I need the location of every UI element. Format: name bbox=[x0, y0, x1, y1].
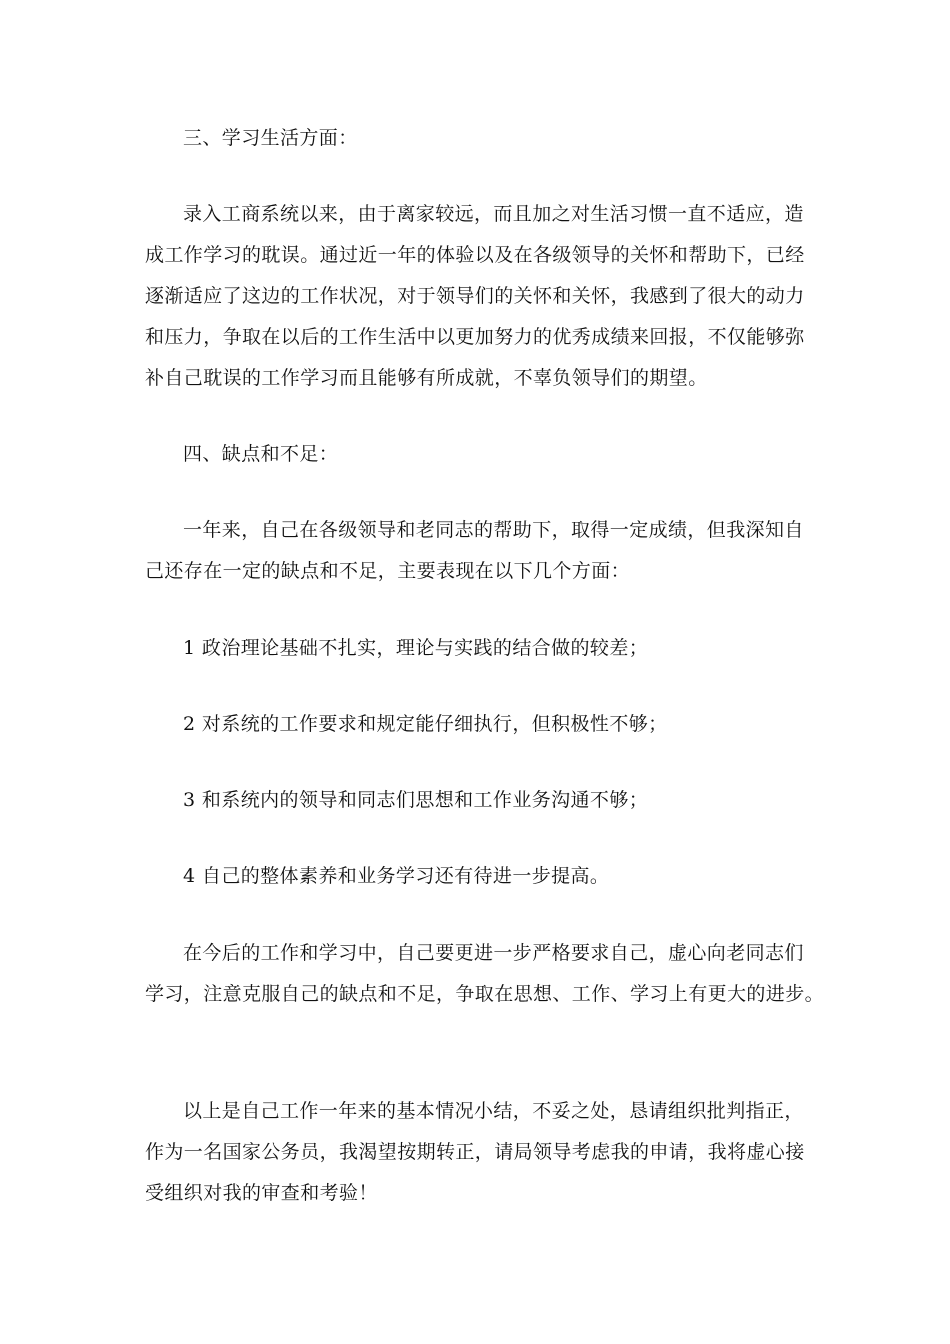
section-heading-study-life: 三、学习生活方面： bbox=[183, 127, 358, 149]
list-item: 1 政治理论基础不扎实，理论与实践的结合做的较差； bbox=[183, 637, 649, 659]
paragraph-line: 以上是自己工作一年来的基本情况小结，不妥之处，恳请组织批判指正， bbox=[183, 1100, 804, 1122]
paragraph-line: 补自己耽误的工作学习而且能够有所成就，不辜负领导们的期望。 bbox=[145, 367, 708, 389]
paragraph-line: 在今后的工作和学习中，自己要更进一步严格要求自己，虚心向老同志们 bbox=[183, 942, 804, 964]
section-heading-shortcomings: 四、缺点和不足： bbox=[183, 443, 339, 465]
paragraph-line: 己还存在一定的缺点和不足，主要表现在以下几个方面： bbox=[145, 560, 631, 582]
paragraph-line: 学习，注意克服自己的缺点和不足，争取在思想、工作、学习上有更大的进步。 bbox=[145, 983, 825, 1005]
list-item: 2 对系统的工作要求和规定能仔细执行，但积极性不够； bbox=[183, 713, 668, 735]
paragraph-line: 逐渐适应了这边的工作状况，对于领导们的关怀和关怀，我感到了很大的动力 bbox=[145, 285, 805, 307]
list-item: 4 自己的整体素养和业务学习还有待进一步提高。 bbox=[183, 865, 610, 887]
paragraph-line: 录入工商系统以来，由于离家较远，而且加之对生活习惯一直不适应，造 bbox=[183, 203, 804, 225]
paragraph-line: 成工作学习的耽误。通过近一年的体验以及在各级领导的关怀和帮助下，已经 bbox=[145, 244, 805, 266]
paragraph-line: 一年来，自己在各级领导和老同志的帮助下，取得一定成绩，但我深知自 bbox=[183, 519, 804, 541]
paragraph-line: 和压力，争取在以后的工作生活中以更加努力的优秀成绩来回报，不仅能够弥 bbox=[145, 326, 805, 348]
paragraph-line: 受组织对我的审查和考验！ bbox=[145, 1182, 378, 1204]
list-item: 3 和系统内的领导和同志们思想和工作业务沟通不够； bbox=[183, 789, 649, 811]
paragraph-line: 作为一名国家公务员，我渴望按期转正，请局领导考虑我的申请，我将虚心接 bbox=[145, 1141, 805, 1163]
